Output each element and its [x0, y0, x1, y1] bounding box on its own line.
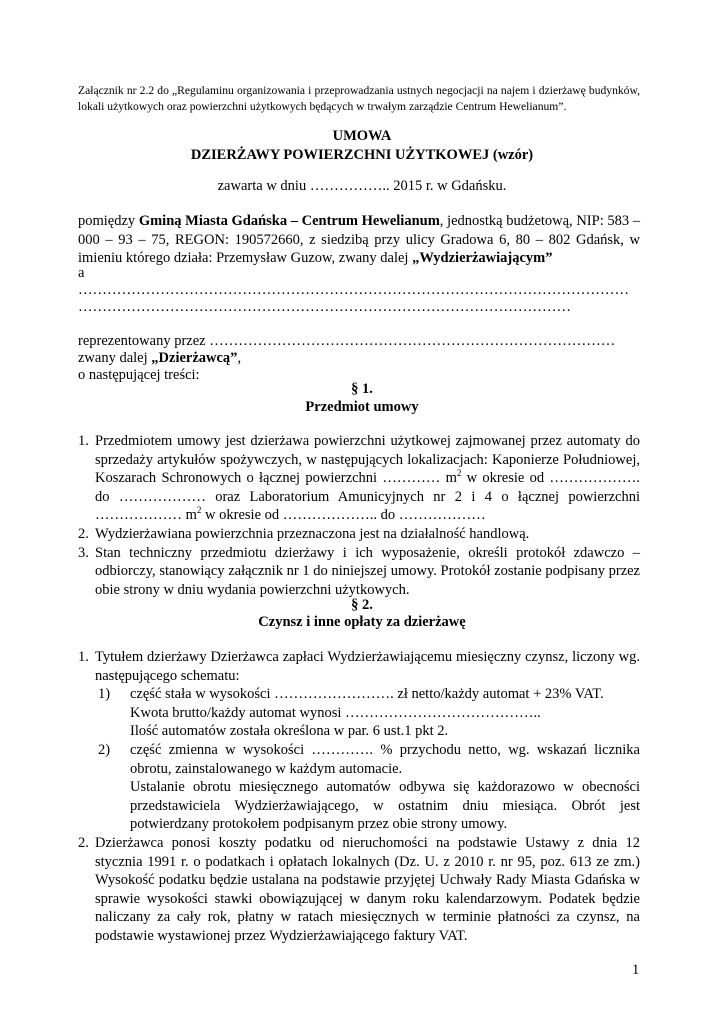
list-item	[78, 544, 640, 600]
section1-list	[78, 432, 640, 599]
section1-heading: Przedmiot umowy	[305, 399, 419, 415]
and-word: a	[78, 265, 85, 281]
section2-heading: Czynsz i inne opłaty za dzierżawę	[258, 614, 466, 630]
page-number: 1	[632, 962, 640, 978]
party1-alias: „Wydzierżawiającym”	[412, 250, 553, 266]
blank-line-1: ……………………………………………………………………………………………………	[78, 282, 629, 298]
concluded-line: zawarta w dniu …………….. 2015 r. w Gdańsku.	[217, 178, 507, 194]
sub-item-number: 1)	[98, 686, 111, 703]
content-intro: o następującej treści:	[78, 367, 200, 383]
section1-mark: § 1.	[351, 381, 373, 397]
list-item	[78, 432, 640, 525]
section2-list	[78, 648, 640, 946]
parties-text-after: , jednostką budżetową, NIP: 583 – 000 – 93 – 75, REGON: 190572660, z siedzibą przy ulicy Gradowa 6, 80 – 802 Gdańsk, w imieniu którego działa: Przemysław Guzow, zwany dalej	[78, 213, 640, 266]
item-text: Tytułem dzierżawy Dzierżawca zapłaci Wydzierżawiającemu miesięczny czynsz, liczony wg. następującego schematu:	[95, 649, 640, 684]
item-number: 1.	[78, 649, 89, 665]
sub-item-number: 2)	[98, 741, 111, 758]
sub-item-text: Ustalanie obrotu miesięcznego automatów odbywa się każdorazowo w obecności przedstawiciela Wydzierżawiającego, w ostatnim dniu miesiąca. Obrót jest potwierdzany protokołem podpisanym przez obie strony umowy.	[130, 779, 640, 833]
blank-line-2: …………………………………………………………………………………………	[78, 299, 571, 315]
superscript-2: 2	[456, 468, 462, 479]
item-text-a: Przedmiotem umowy jest dzierżawa powierzchni użytkowej zajmowanej przez automaty do sprzedaży artykułów spożywczych, w następujących lokalizacjach: Kaponierze Południowej, Koszarach Schronowych o łącznej powierzchni ………… m	[95, 433, 640, 487]
item-text: Wydzierżawiana powierzchnia przeznaczona jest na działalność handlową.	[95, 525, 530, 542]
sub-item-fixed	[95, 685, 640, 741]
item-text: Stan techniczny przedmiotu dzierżawy i ich wyposażenie, określi protokół zdawczo – odbiorczy, stanowiący załącznik nr 1 do niniejszej umowy. Protokół zostanie podpisany przez obie strony w dniu wydania powierzchni użytkowych.	[95, 544, 640, 598]
title-umowa: UMOWA	[332, 128, 392, 144]
list-item	[78, 834, 640, 946]
item-number: 3.	[78, 544, 89, 561]
item-text-b: w okresie od ………………. do ……………… oraz Laboratorium Amunicyjnych nr 2 i 4 o łącznej powierzchni ……………… m	[95, 470, 641, 524]
called-text: zwany dalej	[78, 350, 152, 366]
called-line	[78, 349, 241, 367]
item-number: 2.	[78, 834, 89, 851]
annex-note: Załącznik nr 2.2 do „Regulaminu organizowania i przeprowadzania ustnych negocjacji na najem i dzierżawę budynków, lokali użytkowych oraz powierzchni użytkowych będących w trwałym zarządzie Centrum Hewelianum”.	[78, 84, 640, 113]
item-text: Dzierżawca ponosi koszty podatku od nieruchomości na podstawie Ustawy z dnia 12 stycznia 1991 r. o podatkach i opłatach lokalnych (Dz. U. z 2010 r. nr 95, poz. 613 ze zm.) Wysokość podatku będzie ustalana na podstawie przyjętej Uchwały Rady Miasta Gdańska w sprawie wysokości stawki obowiązującej w danym roku kalendarzowym. Podatek będzie naliczany za cały rok, płatny w ratach miesięcznych w terminie płatności za czynsz, na podstawie wystawionej przez Wydzierżawiającego faktury VAT.	[95, 834, 640, 944]
superscript-2: 2	[196, 505, 202, 516]
title-subtitle: DZIERŻAWY POWIERZCHNI UŻYTKOWEJ (wzór)	[190, 147, 534, 163]
item-number: 2.	[78, 525, 89, 542]
sub-item-text: część stała w wysokości ……………………. zł netto/każdy automat + 23% VAT.	[130, 686, 604, 703]
party1-name: Gminą Miasta Gdańska – Centrum Hewelianum	[138, 213, 440, 229]
section2-mark: § 2.	[351, 597, 373, 613]
sub-item-text: Kwota brutto/każdy automat wynosi …………………………………..	[130, 704, 541, 721]
party2-alias: „Dzierżawcą”	[151, 350, 238, 366]
item-text-c: w okresie od ……………….. do ………………	[201, 507, 486, 524]
sub-item-variable	[95, 741, 640, 834]
sub-item-text: część zmienna w wysokości …………. % przychodu netto, wg. wskazań licznika obrotu, zainstalowanego w każdym automacie.	[130, 741, 640, 777]
parties-text-before: pomiędzy	[78, 213, 139, 229]
list-item	[78, 648, 640, 834]
called-comma: ,	[237, 350, 242, 366]
list-item	[78, 525, 640, 544]
sub-item-text: Ilość automatów została określona w par. 6 ust.1 pkt 2.	[130, 723, 449, 740]
parties-paragraph	[78, 212, 640, 268]
represented-line: reprezentowany przez …………………………………………………………………………	[78, 333, 616, 349]
item-number: 1.	[78, 433, 89, 449]
